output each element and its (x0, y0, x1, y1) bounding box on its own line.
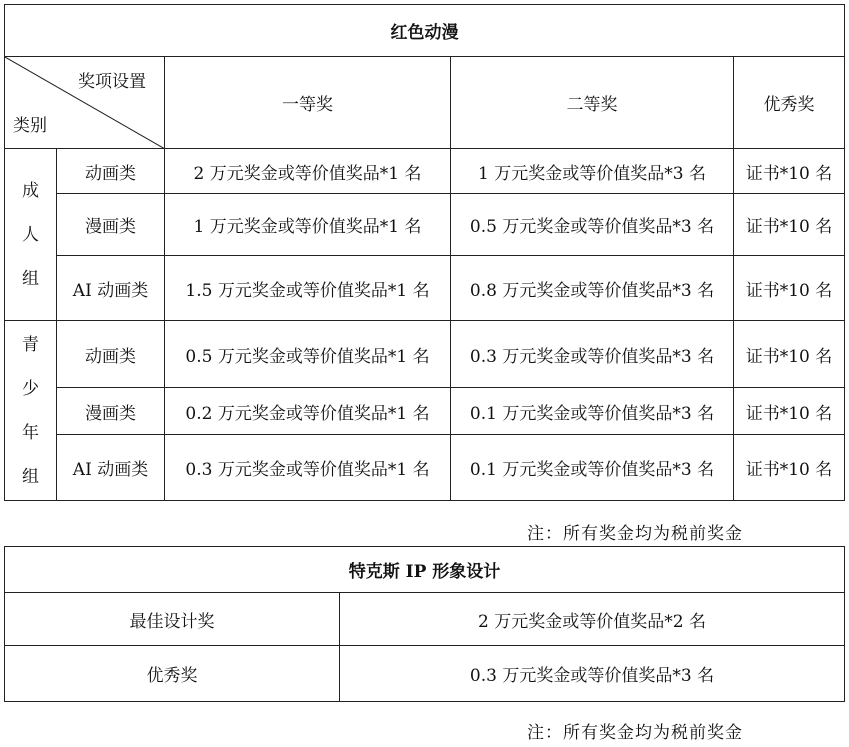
category-cell: AI 动画类 (57, 435, 165, 501)
table-row (5, 149, 845, 194)
col-header-excellence-prize: 优秀奖 (734, 57, 845, 149)
second-prize-cell: 0.5 万元奖金或等价值奖品*3 名 (451, 194, 734, 256)
group-char: 组 (22, 466, 39, 487)
group-char: 青 (22, 334, 39, 355)
table-row (5, 435, 845, 501)
table-row (5, 256, 845, 321)
table-row (5, 646, 845, 702)
category-cell: 漫画类 (57, 194, 165, 256)
excellence-prize-cell: 证书*10 名 (734, 194, 845, 256)
table-title: 红色动漫 (5, 5, 845, 57)
first-prize-cell: 1.5 万元奖金或等价值奖品*1 名 (165, 256, 451, 321)
red-anime-prize-table (4, 4, 845, 501)
header-category: 类别 (13, 116, 47, 136)
header-prize-setting: 奖项设置 (78, 72, 146, 92)
group-char: 年 (22, 422, 39, 443)
tax-note-2: 注：所有奖金均为税前奖金 (527, 723, 743, 743)
first-prize-cell: 0.2 万元奖金或等价值奖品*1 名 (165, 388, 451, 435)
excellence-prize-cell: 证书*10 名 (734, 321, 845, 388)
second-prize-cell: 0.3 万元奖金或等价值奖品*3 名 (451, 321, 734, 388)
table-row (5, 321, 845, 388)
table-row (5, 194, 845, 256)
category-cell: 漫画类 (57, 388, 165, 435)
first-prize-cell: 2 万元奖金或等价值奖品*1 名 (165, 149, 451, 194)
col-header-first-prize: 一等奖 (165, 57, 451, 149)
group-adult (5, 149, 57, 321)
prize-cell: 0.3 万元奖金或等价值奖品*3 名 (340, 646, 845, 702)
category-cell: 动画类 (57, 149, 165, 194)
excellence-prize-cell: 证书*10 名 (734, 388, 845, 435)
excellence-prize-cell: 证书*10 名 (734, 435, 845, 501)
first-prize-cell: 1 万元奖金或等价值奖品*1 名 (165, 194, 451, 256)
col-header-second-prize: 二等奖 (451, 57, 734, 149)
tekes-ip-design-prize-table (4, 546, 845, 702)
group-char: 成 (22, 180, 39, 201)
second-prize-cell: 0.1 万元奖金或等价值奖品*3 名 (451, 388, 734, 435)
second-prize-cell: 1 万元奖金或等价值奖品*3 名 (451, 149, 734, 194)
second-prize-cell: 0.8 万元奖金或等价值奖品*3 名 (451, 256, 734, 321)
table-title: 特克斯 IP 形象设计 (5, 547, 845, 593)
group-char: 少 (22, 378, 39, 399)
group-char: 组 (22, 268, 39, 289)
first-prize-cell: 0.3 万元奖金或等价值奖品*1 名 (165, 435, 451, 501)
diagonal-header-cell (5, 57, 165, 149)
first-prize-cell: 0.5 万元奖金或等价值奖品*1 名 (165, 321, 451, 388)
table-row (5, 593, 845, 646)
table-row (5, 388, 845, 435)
category-cell: 动画类 (57, 321, 165, 388)
prize-cell: 2 万元奖金或等价值奖品*2 名 (340, 593, 845, 646)
excellence-prize-cell: 证书*10 名 (734, 149, 845, 194)
category-cell: AI 动画类 (57, 256, 165, 321)
excellence-prize-cell: 证书*10 名 (734, 256, 845, 321)
tax-note-1: 注：所有奖金均为税前奖金 (527, 524, 743, 544)
second-prize-cell: 0.1 万元奖金或等价值奖品*3 名 (451, 435, 734, 501)
award-cell: 最佳设计奖 (5, 593, 340, 646)
group-youth (5, 321, 57, 501)
group-char: 人 (22, 224, 39, 245)
award-cell: 优秀奖 (5, 646, 340, 702)
